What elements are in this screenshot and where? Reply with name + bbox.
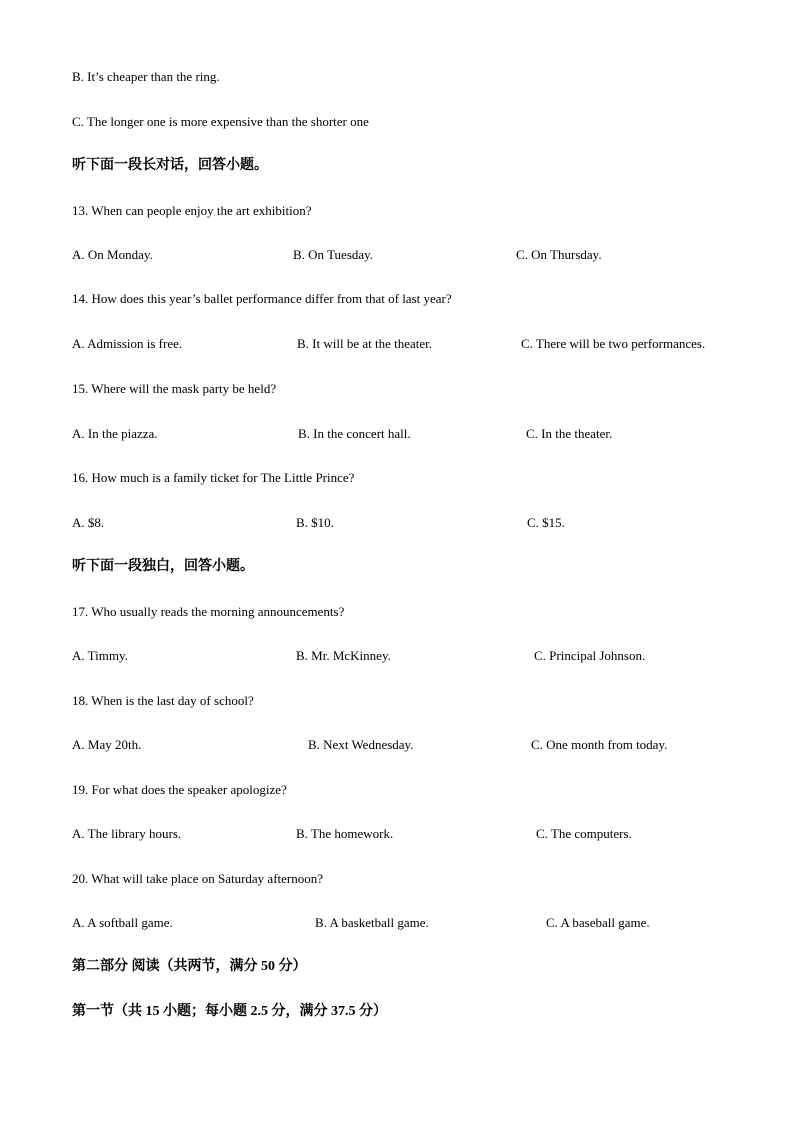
option-17-a: A. Timmy. [72,648,128,663]
option-18-c: C. One month from today. [531,737,668,752]
option-20-c: C. A baseball game. [546,915,650,930]
question-17: 17. Who usually reads the morning announcements? [72,604,345,619]
question-14: 14. How does this year’s ballet performance differ from that of last year? [72,291,452,306]
question-19: 19. For what does the speaker apologize? [72,782,287,797]
option-13-a: A. On Monday. [72,247,153,262]
option-19-a: A. The library hours. [72,826,182,841]
option-15-c: C. In the theater. [526,426,613,441]
option-18-b: B. Next Wednesday. [308,737,414,752]
option-19-b: B. The homework. [296,826,394,841]
option-20-b: B. A basketball game. [315,915,429,930]
option-14-a: A. Admission is free. [72,336,183,351]
option-16-b: B. $10. [296,515,334,530]
option-17-b: B. Mr. McKinney. [296,648,391,663]
section-heading-long-dialogue: 听下面一段长对话，回答小题。 [72,158,268,173]
option-16-c: C. $15. [527,515,565,530]
question-20: 20. What will take place on Saturday afternoon? [72,871,324,886]
option-13-b: B. On Tuesday. [293,247,374,262]
question-15: 15. Where will the mask party be held? [72,381,277,396]
section-heading-monologue: 听下面一段独白，回答小题。 [72,559,254,574]
question-18: 18. When is the last day of school? [72,693,254,708]
question-16: 16. How much is a family ticket for The Little Prince? [72,470,355,485]
option-13-c: C. On Thursday. [516,247,602,262]
option-20-a: A. A softball game. [72,915,173,930]
option-15-a: A. In the piazza. [72,426,158,441]
option-16-a: A. $8. [72,515,105,530]
option-14-b: B. It will be at the theater. [297,336,433,351]
option-19-c: C. The computers. [536,826,632,841]
part-heading-reading: 第二部分 阅读（共两节，满分 50 分） [72,959,307,974]
option-15-b: B. In the concert hall. [298,426,411,441]
option-12-b: B. It’s cheaper than the ring. [72,69,220,84]
option-17-c: C. Principal Johnson. [534,648,646,663]
section-heading-reading-1: 第一节（共 15 小题；每小题 2.5 分，满分 37.5 分） [72,1004,387,1019]
option-14-c: C. There will be two performances. [521,336,706,351]
option-18-a: A. May 20th. [72,737,142,752]
question-13: 13. When can people enjoy the art exhibition? [72,203,312,218]
option-12-c: C. The longer one is more expensive than the shorter one [72,114,369,129]
